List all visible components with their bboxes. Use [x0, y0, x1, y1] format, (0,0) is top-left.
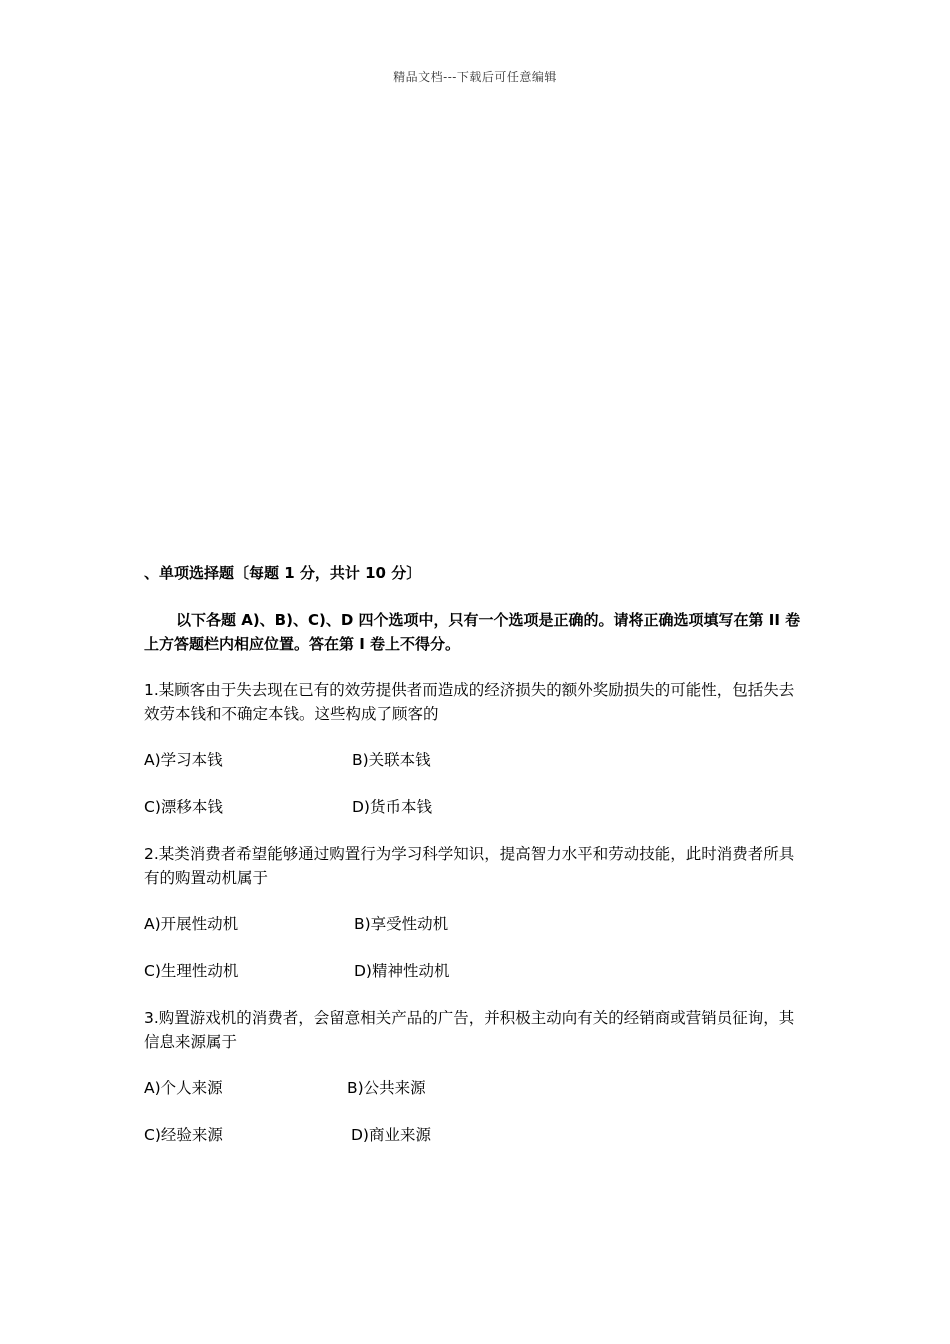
question-text: 1.某顾客由于失去现在已有的效劳提供者而造成的经济损失的额外奖励损失的可能性，包括失去效劳本钱和不确定本钱。这些构成了顾客的: [144, 681, 795, 723]
options-row: [144, 959, 806, 983]
option-c: C)生理性动机: [144, 962, 239, 980]
option-d: D)精神性动机: [354, 962, 450, 980]
page-header: 精品文档---下载后可任意编辑: [393, 70, 557, 84]
options-row: [144, 1076, 806, 1100]
option-c: C)漂移本钱: [144, 798, 223, 816]
section-instructions: 以下各题 A)、B)、C)、D 四个选项中，只有一个选项是正确的。请将正确选项填写在第 II 卷上方答题栏内相应位置。答在第 I 卷上不得分。: [144, 611, 801, 653]
option-a: A)个人来源: [144, 1079, 223, 1097]
question-text: 3.购置游戏机的消费者，会留意相关产品的广告，并积极主动向有关的经销商或营销员征询，其信息来源属于: [144, 1009, 795, 1051]
section-title: 、单项选择题〔每题 1 分，共计 10 分〕: [144, 564, 422, 582]
options-row: [144, 1123, 806, 1147]
option-b: B)享受性动机: [354, 915, 449, 933]
question-1: [144, 678, 806, 819]
options-row: [144, 748, 806, 772]
document-body: [144, 562, 806, 1170]
option-c: C)经验来源: [144, 1126, 223, 1144]
option-b: B)公共来源: [347, 1079, 426, 1097]
option-d: D)货币本钱: [352, 798, 432, 816]
option-d: D)商业来源: [351, 1126, 431, 1144]
options-row: [144, 795, 806, 819]
option-b: B)关联本钱: [352, 751, 431, 769]
question-text: 2.某类消费者希望能够通过购置行为学习科学知识，提高智力水平和劳动技能，此时消费者所具有的购置动机属于: [144, 845, 795, 887]
option-a: A)学习本钱: [144, 751, 223, 769]
question-3: [144, 1006, 806, 1147]
options-row: [144, 912, 806, 936]
question-2: [144, 842, 806, 983]
option-a: A)开展性动机: [144, 915, 239, 933]
